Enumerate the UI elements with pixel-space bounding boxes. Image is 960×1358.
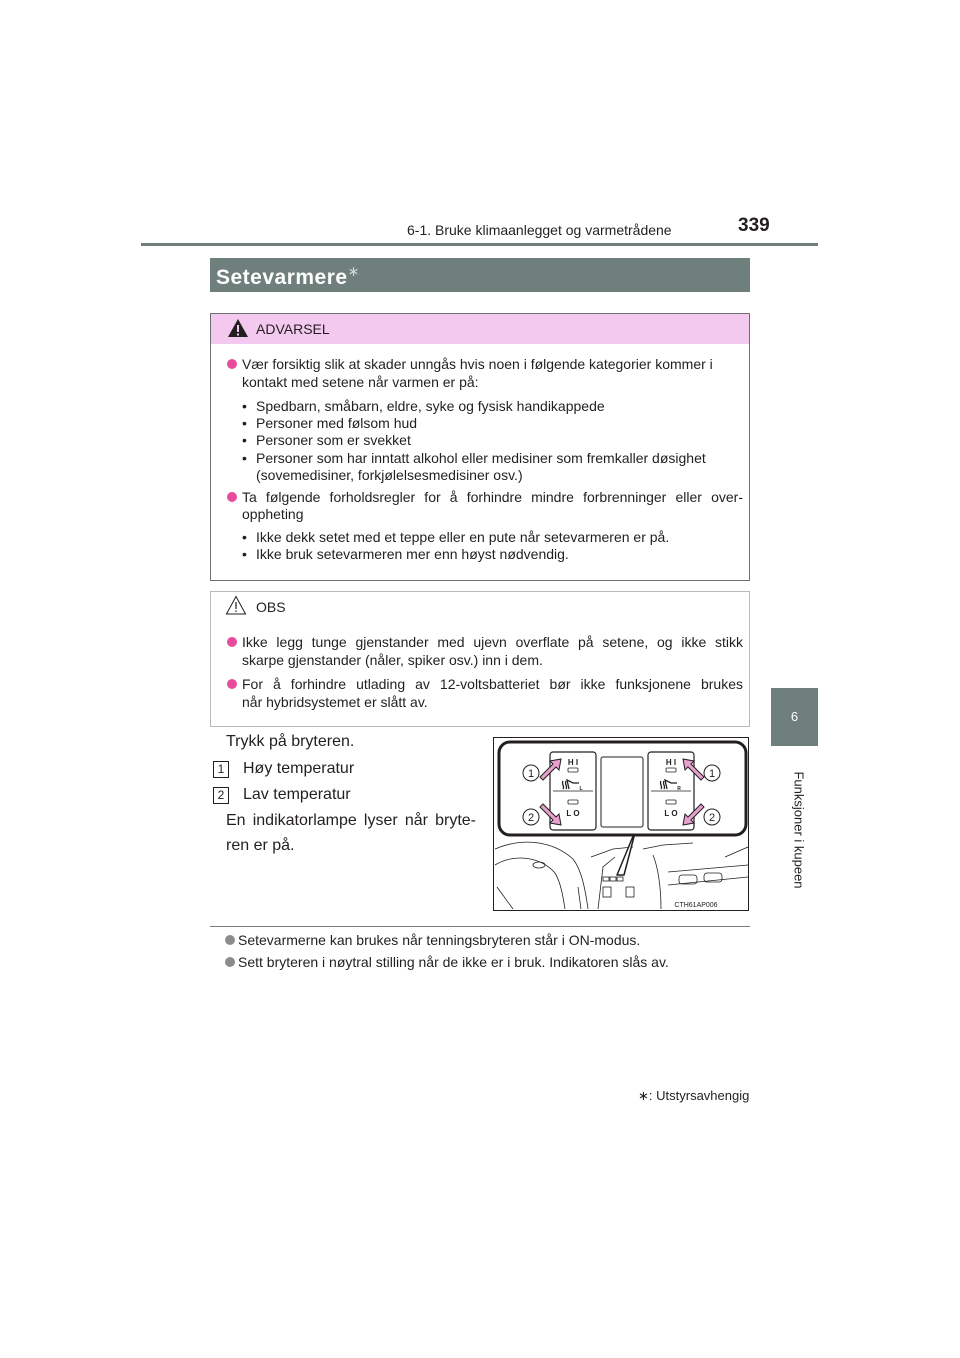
warning-subitem: Personer som har inntatt alkohol eller medisiner som fremkaller døsighet xyxy=(256,450,706,466)
bullet-dot xyxy=(225,935,235,945)
callout-label: 2 xyxy=(527,812,535,824)
sub-bullet: • xyxy=(242,415,247,431)
warning-text: kontakt med setene når varmen er på: xyxy=(242,374,479,390)
notice-text: Ikke legg tunge gjenstander med ujevn overflate på setene, og ikke stikk xyxy=(242,634,743,650)
usage-note: Sett bryteren i nøytral stilling når de ikke er i bruk. Indikatoren slås av. xyxy=(238,954,669,970)
bullet-dot xyxy=(225,957,235,967)
instruction-item: Høy temperatur xyxy=(243,760,355,777)
right-hi-label: H I xyxy=(665,758,677,767)
callout-label: 1 xyxy=(527,768,535,780)
warning-triangle-icon xyxy=(227,318,249,338)
warning-text: Vær forsiktig slik at skader unngås hvis noen i følgende kategorier kommer i xyxy=(242,356,713,372)
section-title xyxy=(216,263,360,290)
notice-text: For å forhindre utlading av 12-voltsbatteriet bør ikke funksjonene brukes xyxy=(242,676,743,692)
instruction-intro: Trykk på bryteren. xyxy=(226,733,355,750)
sub-bullet: • xyxy=(242,450,247,466)
sub-bullet: • xyxy=(242,398,247,414)
sub-bullet: • xyxy=(242,546,247,562)
section-divider xyxy=(210,926,750,927)
footnote-text: : Utstyrsavhengig xyxy=(648,1088,750,1103)
instruction-note: En indikatorlampe lyser når bryte- xyxy=(226,812,476,829)
warning-subitem: Ikke dekk setet med et teppe eller en pute når setevarmeren er på. xyxy=(256,529,670,545)
notice-text: når hybridsystemet er slått av. xyxy=(242,694,428,710)
caution-triangle-icon xyxy=(225,595,247,615)
bullet-dot xyxy=(227,492,237,502)
seat-heater-switch-illustration xyxy=(493,737,749,911)
chapter-tab-number: 6 xyxy=(790,709,799,724)
warning-subitem: Spedbarn, småbarn, eldre, syke og fysisk handikappede xyxy=(256,398,605,414)
chapter-title: 6-1. Bruke klimaanlegget og varmetrådene xyxy=(407,222,672,238)
warning-subitem: Personer som er svekket xyxy=(256,432,411,448)
footnote-marker: ∗ xyxy=(638,1088,649,1103)
bullet-dot xyxy=(227,637,237,647)
chapter-tab xyxy=(771,688,818,746)
optional-equipment-marker: ∗ xyxy=(347,263,360,279)
page-number: 339 xyxy=(738,215,770,236)
left-seat-letter: L xyxy=(579,786,583,792)
warning-subitem: Personer med følsom hud xyxy=(256,415,418,431)
bullet-dot xyxy=(227,359,237,369)
warning-text: oppheting xyxy=(242,506,304,522)
section-title-text: Setevarmere xyxy=(216,266,348,289)
left-hi-label: H I xyxy=(567,758,579,767)
notice-text: skarpe gjenstander (nåler, spiker osv.) inn i dem. xyxy=(242,652,543,668)
usage-note: Setevarmerne kan brukes når tenningsbryteren står i ON-modus. xyxy=(238,932,641,948)
chapter-tab-label-wrap xyxy=(789,760,809,900)
right-lo-label: L O xyxy=(664,809,678,818)
figure-code: CTH61AP006 xyxy=(674,902,718,909)
callout-label: 1 xyxy=(708,768,716,780)
left-lo-label: L O xyxy=(566,809,580,818)
warning-label: ADVARSEL xyxy=(256,321,330,337)
notice-label: OBS xyxy=(256,599,286,615)
warning-subitem: (sovemedisiner, forkjølelsesmedisiner osv.) xyxy=(256,467,523,483)
header-rule xyxy=(141,243,818,246)
warning-subitem: Ikke bruk setevarmeren mer enn høyst nødvendig. xyxy=(256,546,569,562)
chapter-tab-label: Funksjoner i kupeen xyxy=(791,771,807,889)
callout-label: 2 xyxy=(708,812,716,824)
sub-bullet: • xyxy=(242,432,247,448)
instruction-item: Lav temperatur xyxy=(243,786,351,803)
right-seat-letter: R xyxy=(677,786,681,792)
instruction-note: ren er på. xyxy=(226,837,295,854)
footnote xyxy=(638,1088,749,1104)
callout-number: 2 xyxy=(213,787,229,804)
warning-text: Ta følgende forholdsregler for å forhindre mindre forbrenninger eller over- xyxy=(242,489,743,505)
callout-number: 1 xyxy=(213,761,229,778)
sub-bullet: • xyxy=(242,529,247,545)
bullet-dot xyxy=(227,679,237,689)
